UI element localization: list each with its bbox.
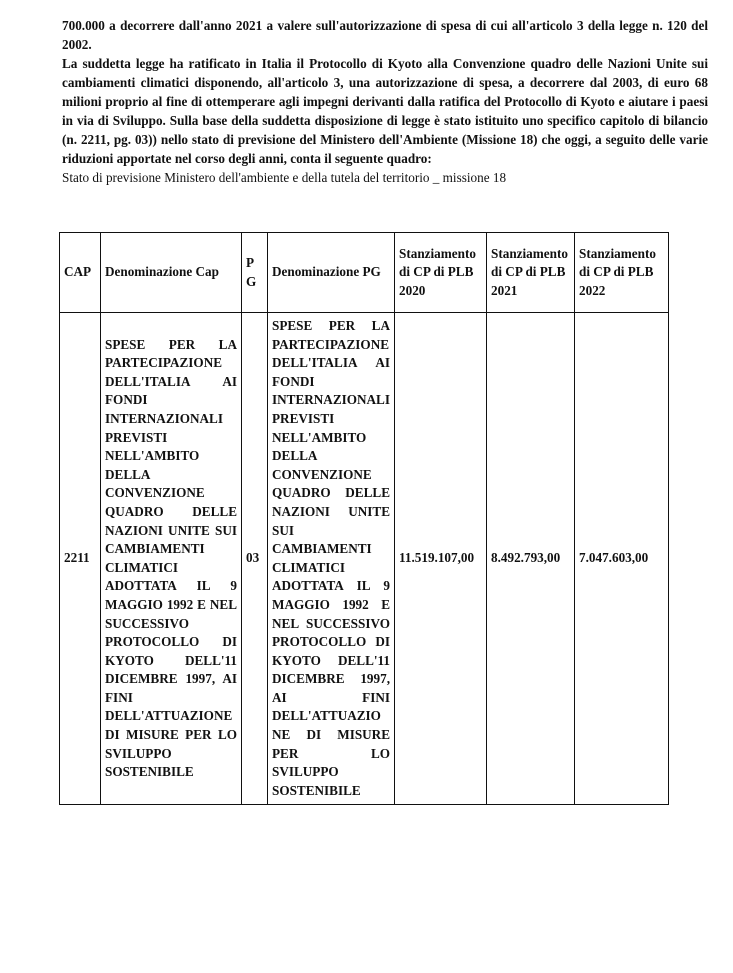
cell-stanziamento-2020: 11.519.107,00 xyxy=(395,313,487,805)
header-denominazione-pg: Denominazione PG xyxy=(268,233,395,313)
intro-paragraph-2: La suddetta legge ha ratificato in Italia il Protocollo di Kyoto alla Convenzione quadro delle Nazioni Unite sui cambiamenti climatici disponendo, all'articolo 3, una autorizzazione di spesa, a decorrere dal 2003, di euro 68 milioni proprio al fine di ottemperare agli impegni derivanti dalla ratifica del Protocollo di Kyoto e aiutare i paesi in via di Sviluppo. Sulla base della suddetta disposizione di legge è stato istituito uno specifico capitolo di bilancio (n. 2211, pg. 03)) nello stato di previsione del Ministero dell'Ambiente (Missione 18) che oggi, a seguito delle varie riduzioni apportate nel corso degli anni, conta il seguente quadro: xyxy=(62,56,708,166)
cell-cap: 2211 xyxy=(60,313,101,805)
cell-denominazione-cap: SPESE PER LA PARTECIPAZIONE DELL'ITALIA AI FONDI INTERNAZIONALI PREVISTI NELL'AMBITO DELLA CONVENZIONE QUADRO DELLE NAZIONI UNITE SUI CAMBIAMENTI CLIMATICI ADOTTATA IL 9 MAGGIO 1992 E NEL SUCCESSIVO PROTOCOLLO DI KYOTO DELL'11 DICEMBRE 1997, AI FINI DELL'ATTUAZIONE DI MISURE PER LO SVILUPPO SOSTENIBILE xyxy=(105,336,237,780)
intro-paragraph-1: 700.000 a decorrere dall'anno 2021 a valere sull'autorizzazione di spesa di cui all'articolo 3 della legge n. 120 del 2002. xyxy=(62,18,708,52)
cell-denominazione-pg: SPESE PER LA PARTECIPAZIONE DELL'ITALIA AI FONDI INTERNAZIONALI PREVISTI NELL'AMBITO DELLA CONVENZIONE QUADRO DELLE NAZIONI UNITE SUI CAMBIAMENTI CLIMATICI ADOTTATA IL 9 MAGGIO 1992 E NEL SUCCESSIVO PROTOCOLLO DI KYOTO DELL'11 DICEMBRE 1997, AI FINI DELL'ATTUAZIONE DI MISURE PER LO SVILUPPO SOSTENIBILE xyxy=(272,318,390,798)
cell-stanziamento-2022: 7.047.603,00 xyxy=(579,550,649,566)
cell-stanziamento-2021-wrap xyxy=(487,313,575,805)
cell-denominazione-pg-wrap xyxy=(268,313,395,805)
header-stanziamento-2022: Stanziamento di CP di PLB 2022 xyxy=(575,233,669,313)
table-header-row xyxy=(60,233,669,313)
header-pg: PG xyxy=(242,233,268,313)
budget-table xyxy=(59,232,669,805)
intro-text xyxy=(62,16,708,187)
cell-stanziamento-2021: 8.492.793,00 xyxy=(491,550,561,566)
header-stanziamento-2021: Stanziamento di CP di PLB 2021 xyxy=(487,233,575,313)
header-cap: CAP xyxy=(60,233,101,313)
cell-denominazione-cap-wrap xyxy=(101,313,242,805)
cell-stanziamento-2022-wrap xyxy=(575,313,669,805)
header-stanziamento-2020: Stanziamento di CP di PLB 2020 xyxy=(395,233,487,313)
budget-state-line: Stato di previsione Ministero dell'ambiente e della tutela del territorio _ missione 18 xyxy=(62,170,507,185)
cell-pg: 03 xyxy=(242,313,268,805)
header-denominazione-cap: Denominazione Cap xyxy=(101,233,242,313)
table-row xyxy=(60,313,669,805)
